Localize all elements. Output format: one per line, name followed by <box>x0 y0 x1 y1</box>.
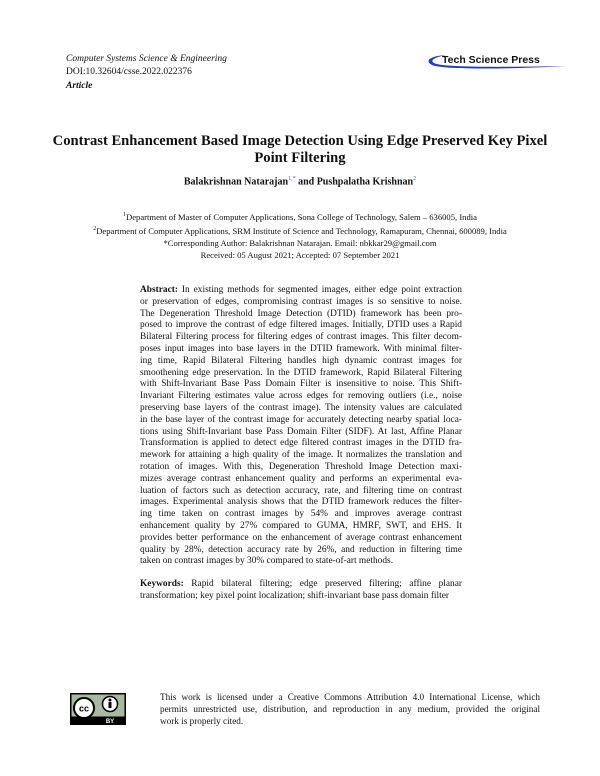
svg-text:BY: BY <box>105 719 115 725</box>
abstract-line: smoothening edge preservation. In the DTID framework, Rapid Bilateral Filtering <box>140 367 462 378</box>
keywords-line: transformation; key pixel point localization; shift-invariant base pass domain filter <box>140 590 450 601</box>
publisher-logo <box>424 52 569 72</box>
publisher-logo-text: Tech Science Press <box>442 54 540 66</box>
license-line: This work is licensed under a Creative Commons Attribution 4.0 International License, which <box>160 692 540 702</box>
affiliation-number: 2 <box>93 226 97 233</box>
keywords <box>140 578 462 602</box>
abstract-line: mework for attaining a high quality of the image. It normalizes the translation and <box>140 450 462 461</box>
abstract-line: quality by 28%, detection accuracy rate by 26%, and reduction in filtering time <box>140 544 462 555</box>
received-accepted-dates: Received: 05 August 2021; Accepted: 07 September 2021 <box>200 250 400 261</box>
abstract-text: In existing methods for segmented images, either edge point extraction <box>178 285 462 295</box>
abstract-line: provides better performance on the enhancement of average contrast enhancement <box>140 532 462 543</box>
corresponding-author: *Corresponding Author: Balakrishnan Natarajan. Email: nbkkar29@gmail.com <box>163 238 437 249</box>
affiliation-2 <box>40 223 560 237</box>
abstract-line: posed to improve the contrast of edge filtered images. Initially, DTID uses a Rapid <box>140 320 462 331</box>
author-name: Balakrishnan Natarajan <box>183 176 289 188</box>
abstract-line: The Degeneration Threshold Image Detection (DTID) framework has been pro- <box>140 308 462 319</box>
keywords-label: Keywords: <box>140 579 184 589</box>
cc-by-license-badge[interactable] <box>70 693 126 725</box>
abstract-line: mizes average contrast enhancement quality and performs an experimental eva- <box>140 473 462 484</box>
abstract-line: Bilateral Filtering process for filtering edges of contrast images. This filter decom- <box>140 332 462 343</box>
abstract-line: poses input images into base layers in the DTID framework. With minimal filter- <box>140 343 462 354</box>
affiliation-text: Department of Master of Computer Applications, Sona College of Technology, Salem – 636005, India <box>126 211 477 222</box>
affiliation-number: 1 <box>123 212 127 218</box>
authors <box>40 176 560 187</box>
journal-name: Computer Systems Science & Engineering <box>66 54 227 64</box>
abstract-line: ing time, Rapid Bilateral Filtering handles high dynamic contrast images for <box>140 355 462 366</box>
keywords-line <box>140 578 462 590</box>
article-type: Article <box>66 81 93 91</box>
abstract-line: Invariant Filtering estimates value across edges for removing outliers (i.e., noise <box>140 391 462 402</box>
abstract-line: ing time taken on contrast images by 54% and improves average contrast <box>140 509 462 520</box>
abstract-line: taken on contrast images by 30% compared to state-of-art methods. <box>140 556 394 567</box>
license-text <box>160 691 540 726</box>
abstract-label: Abstract: <box>140 285 179 295</box>
author-affiliation-link[interactable]: 1,* <box>288 176 296 182</box>
abstract-line: or preservation of edges, compromising contrast images is so sensitive to noise. <box>140 296 462 307</box>
abstract-line: preserving base layers of the contrast image). The intensity values are calculated <box>140 402 462 413</box>
abstract-line: images. Experimental analysis shows that the DTID framework reduces the filter- <box>140 497 462 508</box>
abstract-line: rotation of images. With this, Degeneration Threshold Image Detection maxi- <box>140 461 462 472</box>
title-line: Point Filtering <box>254 149 346 166</box>
abstract <box>140 285 462 568</box>
creative-commons-icon <box>70 693 126 725</box>
abstract-line <box>140 285 462 297</box>
paper-title <box>40 133 560 166</box>
and-text: and <box>298 176 315 188</box>
abstract-line: luation of factors such as detection accuracy, rate, and filtering time on contrast <box>140 485 462 496</box>
affiliation-1 <box>40 209 560 223</box>
abstract-line: in the base layer of the contrast image for accurately detecting nearby spatial loca- <box>140 414 462 425</box>
doi[interactable]: DOI:10.32604/csse.2022.022376 <box>66 67 192 77</box>
affiliations <box>40 209 560 262</box>
license-line: work is properly cited. <box>160 715 244 726</box>
abstract-line: with Shift-Invariant Base Pass Domain Filter is insensitive to noise. This Shift- <box>140 379 462 390</box>
license-line: permits unrestricted use, distribution, and reproduction in any medium, provided the original <box>160 703 540 714</box>
author-name: Pushpalatha Krishnan <box>316 176 414 188</box>
abstract-line: Transformation is applied to detect edge filtered contrast images in the DTID fra- <box>140 438 462 449</box>
keywords-text: Rapid bilateral filtering; edge preserved filtering; affine planar <box>183 579 462 589</box>
title-line: Contrast Enhancement Based Image Detection Using Edge Preserved Key Pixel <box>52 133 548 149</box>
abstract-line: tions using Shift-Invariant base Pass Domain Filter (SIDF). At last, Affine Planar <box>140 426 462 437</box>
affiliation-text: Department of Computer Applications, SRM Institute of Science and Technology, Ramapuram, Chennai, 600089, India <box>96 225 507 236</box>
svg-text:cc: cc <box>78 703 90 714</box>
author-affiliation-link[interactable]: 2 <box>413 176 417 182</box>
abstract-line: enhancement quality by 27% compared to GUMA, HMRF, SWT, and EHS. It <box>140 520 462 531</box>
